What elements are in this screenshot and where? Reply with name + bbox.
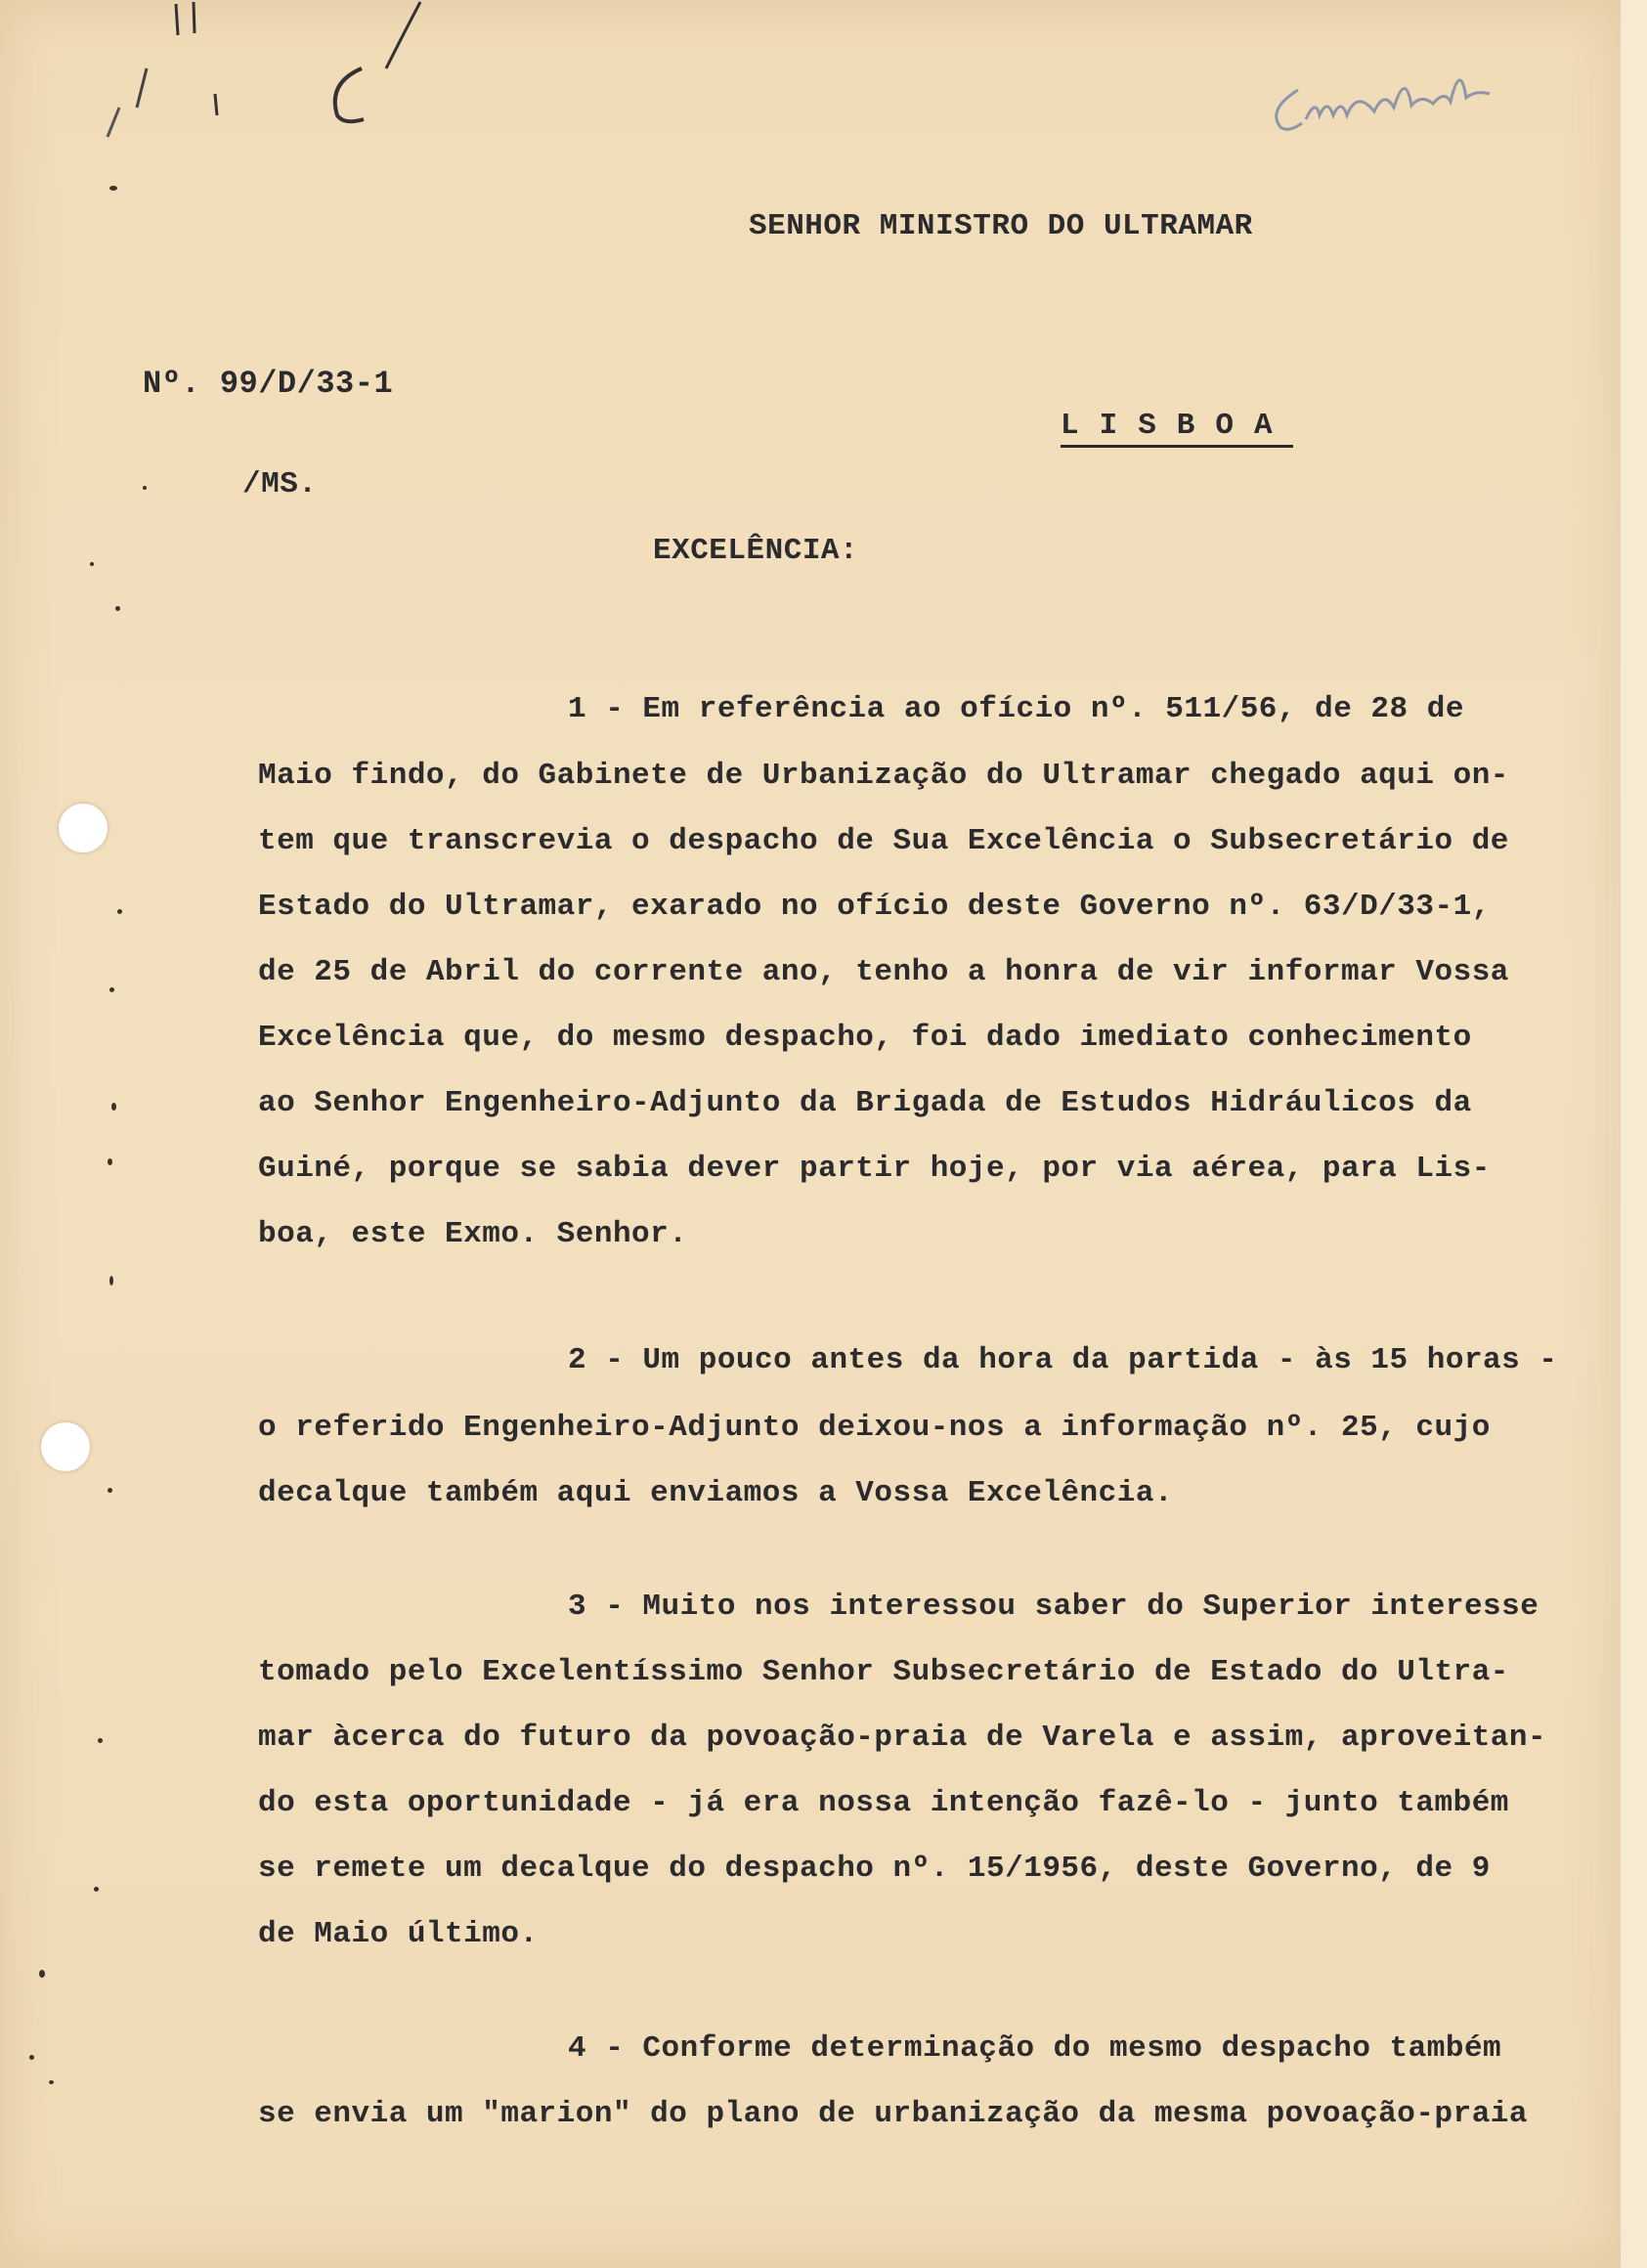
body-line: de 25 de Abril do corrente ano, tenho a honra de vir informar Vossa	[258, 955, 1509, 989]
body-line: se envia um "marion" do plano de urbanização da mesma povoação-praia	[258, 2097, 1529, 2131]
reference-number: Nº. 99/D/33-1	[143, 366, 394, 402]
body-line: 4 - Conforme determinação do mesmo despacho também	[568, 2031, 1502, 2066]
body-line: Guiné, porque se sabia dever partir hoje, por via aérea, para Lis-	[258, 1152, 1491, 1186]
speck	[98, 1738, 103, 1743]
body-line: tem que transcrevia o despacho de Sua Excelência o Subsecretário de	[258, 824, 1509, 858]
signature	[1259, 51, 1533, 145]
body-line: mar àcerca do futuro da povoação-praia de Varela e assim, aproveitan-	[258, 1721, 1547, 1755]
body-line: 2 - Um pouco antes da hora da partida - às 15 horas -	[568, 1343, 1558, 1377]
speck	[29, 2055, 34, 2060]
body-line: boa, este Exmo. Senhor.	[258, 1217, 688, 1251]
speck	[111, 1103, 116, 1111]
body-line: decalque também aqui enviamos a Vossa Excelência.	[258, 1476, 1174, 1510]
salutation: EXCELÊNCIA:	[653, 534, 859, 568]
body-line: ao Senhor Engenheiro-Adjunto da Brigada de Estudos Hidráulicos da	[258, 1086, 1472, 1120]
body-line: Estado do Ultramar, exarado no ofício deste Governo nº. 63/D/33-1,	[258, 890, 1491, 924]
punch-hole	[59, 804, 108, 852]
punch-hole	[41, 1422, 90, 1471]
speck	[143, 486, 147, 490]
addressee-heading: SENHOR MINISTRO DO ULTRAMAR	[749, 209, 1253, 243]
body-line: Excelência que, do mesmo despacho, foi dado imediato conhecimento	[258, 1021, 1472, 1055]
body-line: de Maio último.	[258, 1917, 539, 1951]
speck	[49, 2080, 54, 2084]
body-line: tomado pelo Excelentíssimo Senhor Subsecretário de Estado do Ultra-	[258, 1655, 1509, 1689]
speck	[39, 1970, 45, 1978]
typist-initials: /MS.	[242, 467, 318, 502]
body-line: do esta oportunidade - já era nossa intenção fazê-lo - junto também	[258, 1786, 1509, 1820]
page-edge	[1621, 0, 1647, 2268]
handwritten-marks	[0, 0, 450, 156]
body-line: o referido Engenheiro-Adjunto deixou-nos a informação nº. 25, cujo	[258, 1411, 1491, 1445]
speck	[108, 1488, 112, 1493]
body-line: 3 - Muito nos interessou saber do Superior interesse	[568, 1590, 1539, 1624]
speck	[108, 1158, 112, 1165]
body-line: Maio findo, do Gabinete de Urbanização do Ultramar chegado aqui on-	[258, 759, 1509, 793]
speck	[90, 562, 94, 566]
speck	[115, 606, 120, 611]
speck	[109, 987, 114, 992]
speck	[117, 909, 122, 914]
speck	[109, 1276, 113, 1286]
body-line: 1 - Em referência ao ofício nº. 511/56, de 28 de	[568, 692, 1464, 726]
city-line: LISBOA	[1061, 409, 1293, 448]
speck	[94, 1887, 99, 1892]
speck	[109, 186, 117, 191]
body-line: se remete um decalque do despacho nº. 15/1956, deste Governo, de 9	[258, 1852, 1491, 1886]
